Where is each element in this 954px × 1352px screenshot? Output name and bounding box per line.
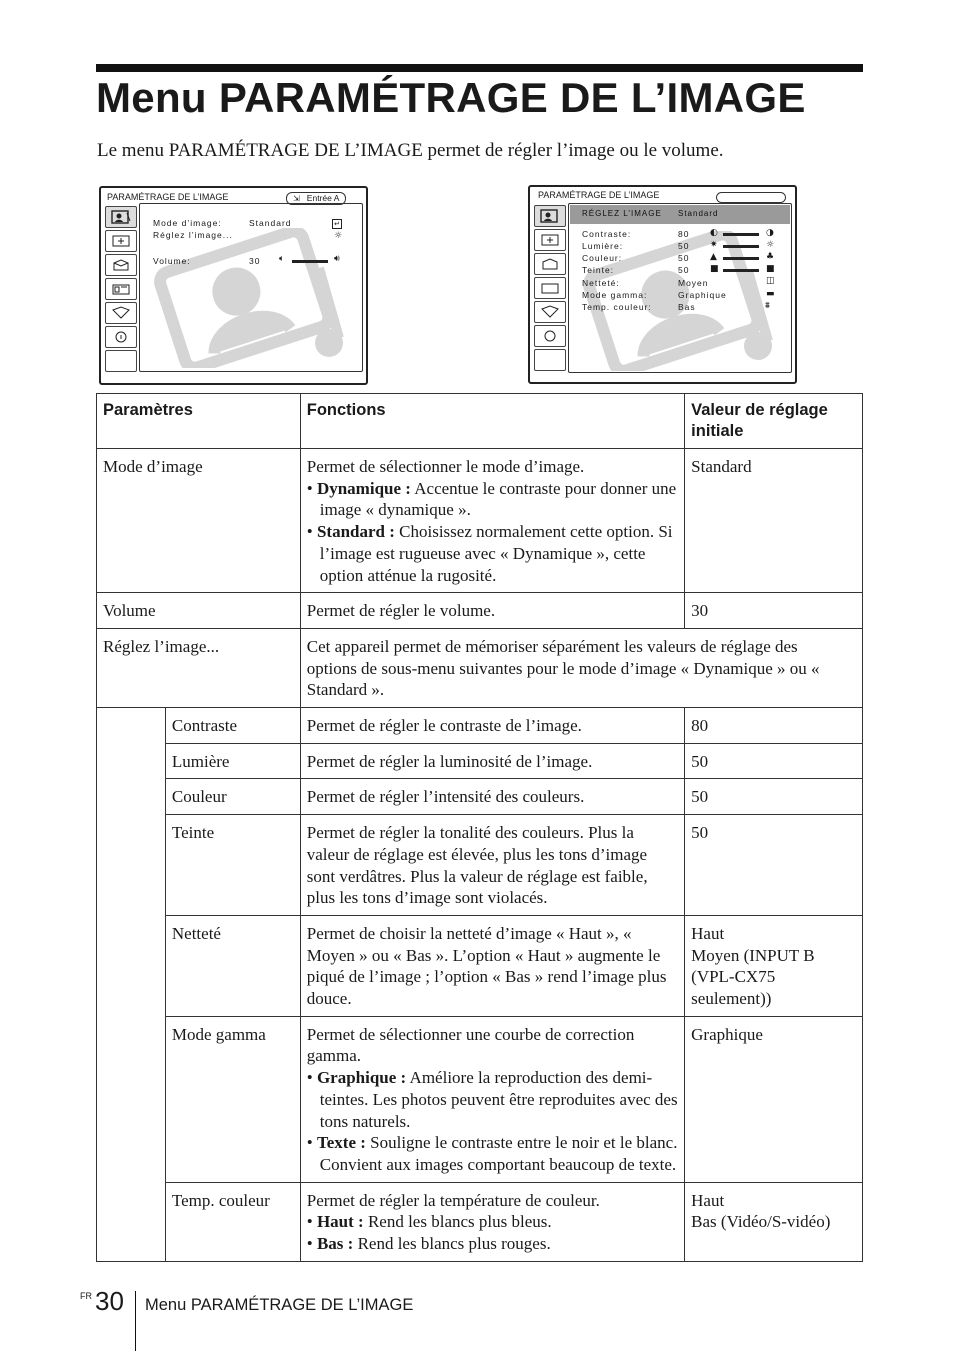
blank-menu-slot bbox=[105, 350, 137, 372]
table-row bbox=[97, 593, 863, 629]
value-cell: 30 bbox=[685, 593, 863, 629]
page-title: Menu PARAMÉTRAGE DE L’IMAGE bbox=[96, 74, 806, 121]
picture-menu-icon[interactable] bbox=[105, 206, 137, 228]
function-intro: Permet de régler la température de couleur. bbox=[306, 1190, 600, 1210]
function-cell bbox=[300, 449, 684, 593]
bullet-item: • Haut : Rend les blancs plus bleus. bbox=[306, 1212, 552, 1232]
volume-slider[interactable] bbox=[292, 260, 328, 263]
bullet-item: • Standard : Choisissez normalement cette option. Si l’image est rugueuse avec « Dynamique », cette option atténue la rugosité. bbox=[306, 522, 673, 585]
lumiere-value: 50 bbox=[678, 241, 690, 251]
input-menu-icon[interactable] bbox=[105, 230, 137, 252]
color-low-icon: ▲ bbox=[710, 252, 717, 262]
input-icon: ⇲ bbox=[293, 194, 300, 203]
bullet-term: Standard : bbox=[316, 522, 395, 542]
menu-setting-icon[interactable] bbox=[105, 302, 137, 324]
bullet-item: • Bas : Rend les blancs plus rouges. bbox=[306, 1234, 551, 1254]
brightness-low-icon: ✷ bbox=[710, 240, 718, 250]
picture-menu-icon[interactable] bbox=[534, 205, 566, 227]
function-cell: Permet de régler la luminosité de l’image. bbox=[300, 743, 684, 779]
table-row bbox=[97, 1182, 863, 1261]
function-cell: Permet de régler le volume. bbox=[300, 593, 684, 629]
input-menu-icon[interactable] bbox=[534, 229, 566, 251]
screen-header: PARAMÉTRAGE DE L’IMAGE bbox=[538, 190, 660, 200]
indent-cell bbox=[97, 915, 166, 1016]
temp-couleur-value[interactable]: Bas bbox=[678, 302, 696, 312]
volume-value: 30 bbox=[249, 256, 261, 266]
title-rule bbox=[96, 64, 863, 72]
bullet-term: Haut : bbox=[316, 1212, 364, 1232]
param-cell: Temp. couleur bbox=[165, 1182, 300, 1261]
bullet-term: Bas : bbox=[316, 1234, 354, 1254]
param-cell: Mode gamma bbox=[165, 1016, 300, 1182]
bullet-item: • Texte : Souligne le contraste entre le noir et le blanc. Convient aux images comportant beaucoup de texte. bbox=[306, 1133, 678, 1174]
gamma-label: Mode gamma: bbox=[582, 290, 648, 300]
table-row bbox=[97, 449, 863, 593]
sharpness-icon: ◫ bbox=[766, 276, 775, 286]
function-intro: Permet de sélectionner le mode d’image. bbox=[306, 457, 585, 476]
param-cell: Réglez l’image... bbox=[97, 628, 301, 707]
hue-high-icon: ■ bbox=[766, 264, 775, 274]
function-intro: Permet de sélectionner une courbe de correction gamma. bbox=[306, 1024, 635, 1066]
table-row bbox=[97, 915, 863, 1016]
install-menu-icon[interactable] bbox=[534, 277, 566, 299]
value-line: Moyen (INPUT B (VPL-CX75 seulement)) bbox=[691, 945, 815, 1009]
param-cell: Teinte bbox=[165, 815, 300, 916]
value-cell: Standard bbox=[685, 449, 863, 593]
table-row bbox=[97, 815, 863, 916]
table-row bbox=[97, 708, 863, 744]
table-header-row bbox=[97, 394, 863, 449]
bullet-item: • Dynamique : Accentue le contraste pour donner une image « dynamique ». bbox=[306, 478, 677, 520]
menu-screen-submenu bbox=[528, 185, 797, 384]
bullet-text: Rend les blancs plus rouges. bbox=[353, 1234, 551, 1254]
value-cell: 80 bbox=[685, 708, 863, 744]
value-line: Haut bbox=[691, 1190, 725, 1210]
param-cell: Mode d’image bbox=[97, 449, 301, 593]
couleur-slider[interactable] bbox=[723, 257, 759, 260]
picture-watermark-icon bbox=[149, 228, 361, 368]
menu-screen-main bbox=[99, 186, 368, 385]
bullet-text: Accentue le contraste pour donner une image « dynamique ». bbox=[319, 478, 677, 520]
speaker-high-icon: 🔊︎ bbox=[334, 254, 340, 264]
function-cell: Permet de régler l’intensité des couleurs. bbox=[300, 779, 684, 815]
param-cell: Contraste bbox=[165, 708, 300, 744]
hue-low-icon: ■ bbox=[710, 264, 719, 274]
input-label: Entrée A bbox=[306, 193, 340, 203]
function-cell: Permet de régler le contraste de l’image. bbox=[300, 708, 684, 744]
gamma-icon: ▬ bbox=[766, 289, 775, 299]
info-menu-icon[interactable] bbox=[105, 326, 137, 348]
value-line: Haut bbox=[691, 923, 725, 943]
lumiere-label: Lumière: bbox=[582, 241, 624, 251]
lumiere-slider[interactable] bbox=[723, 245, 759, 248]
volume-label: Volume: bbox=[153, 256, 191, 266]
header-fonctions: Fonctions bbox=[300, 394, 684, 449]
color-high-icon: ♣ bbox=[766, 252, 775, 262]
contrast-high-icon: ◑ bbox=[766, 228, 774, 238]
language-tag: FR bbox=[80, 1291, 92, 1301]
value-cell bbox=[685, 1182, 863, 1261]
submenu-title: RÉGLEZ L’IMAGE bbox=[582, 209, 662, 218]
blank-menu-slot bbox=[534, 349, 566, 371]
bullet-term: Texte : bbox=[316, 1133, 366, 1153]
input-indicator-empty bbox=[716, 192, 786, 203]
table-row bbox=[97, 779, 863, 815]
nettete-label: Netteté: bbox=[582, 278, 620, 288]
install-menu-icon[interactable] bbox=[105, 278, 137, 300]
value-cell: Graphique bbox=[685, 1016, 863, 1182]
param-cell: Volume bbox=[97, 593, 301, 629]
header-parametres: Paramètres bbox=[97, 394, 301, 449]
contrast-low-icon: ◐ bbox=[710, 228, 718, 238]
bullet-term: Graphique : bbox=[316, 1068, 407, 1088]
value-cell: 50 bbox=[685, 743, 863, 779]
menu-setting-icon[interactable] bbox=[534, 301, 566, 323]
teinte-slider[interactable] bbox=[723, 269, 759, 272]
contraste-slider[interactable] bbox=[723, 233, 759, 236]
speaker-low-icon: 🔈︎ bbox=[279, 254, 285, 264]
indent-cell bbox=[97, 779, 166, 815]
picture-watermark-icon bbox=[578, 228, 790, 371]
footer-section-title: Menu PARAMÉTRAGE DE L’IMAGE bbox=[145, 1296, 414, 1314]
adjust-icon: ☼ bbox=[334, 231, 343, 241]
bullet-text: Choisissez normalement cette option. Si l’image est rugueuse avec « Dynamique », cette option atténue la rugosité. bbox=[319, 522, 673, 585]
indent-cell bbox=[97, 1016, 166, 1182]
info-menu-icon[interactable] bbox=[534, 325, 566, 347]
table-row bbox=[97, 628, 863, 707]
setting-menu-icon[interactable] bbox=[105, 254, 137, 276]
bullet-text: Améliore la reproduction des demi-teintes. Les photos peuvent être reproduites avec des tons naturels. bbox=[319, 1068, 678, 1131]
temp-couleur-label: Temp. couleur: bbox=[582, 302, 652, 312]
indent-cell bbox=[97, 815, 166, 916]
contraste-label: Contraste: bbox=[582, 229, 632, 239]
couleur-value: 50 bbox=[678, 253, 690, 263]
function-cell: Permet de choisir la netteté d’image « Haut », « Moyen » ou « Bas ». L’option « Haut » augmente le piqué de l’image ; l’option « Bas » rend l’image plus douce. bbox=[300, 915, 684, 1016]
function-cell: Permet de régler la tonalité des couleurs. Plus la valeur de réglage est élevée, plus les tons d’image sont verdâtres. Plus la valeur de réglage est faible, plus les tons d’image sont violacés. bbox=[300, 815, 684, 916]
parameters-table bbox=[96, 393, 863, 1262]
mode-image-value[interactable]: Standard bbox=[249, 218, 292, 228]
bullet-text: Rend les blancs plus bleus. bbox=[363, 1212, 552, 1232]
table-row bbox=[97, 743, 863, 779]
param-cell: Couleur bbox=[165, 779, 300, 815]
teinte-label: Teinte: bbox=[582, 265, 615, 275]
indent-cell bbox=[97, 708, 166, 744]
setting-menu-icon[interactable] bbox=[534, 253, 566, 275]
bullet-text: Souligne le contraste entre le noir et le blanc. Convient aux images comportant beaucoup de texte. bbox=[319, 1133, 678, 1174]
teinte-value: 50 bbox=[678, 265, 690, 275]
gamma-value[interactable]: Graphique bbox=[678, 290, 727, 300]
indent-cell bbox=[97, 743, 166, 779]
mode-enter-icon: ↵ bbox=[332, 219, 342, 229]
function-cell bbox=[300, 1016, 684, 1182]
function-cell bbox=[300, 1182, 684, 1261]
header-valeur: Valeur de réglage initiale bbox=[685, 394, 863, 449]
footer-divider bbox=[135, 1291, 136, 1351]
value-line: Bas (Vidéo/S-vidéo) bbox=[691, 1212, 831, 1232]
brightness-high-icon: ☼ bbox=[766, 240, 775, 250]
bullet-term: Dynamique : bbox=[316, 478, 411, 498]
reglez-image-label[interactable]: Réglez l’image... bbox=[153, 230, 233, 240]
page-number: 30 bbox=[95, 1286, 124, 1316]
couleur-label: Couleur: bbox=[582, 253, 623, 263]
param-cell: Lumière bbox=[165, 743, 300, 779]
bullet-item: • Graphique : Améliore la reproduction des demi-teintes. Les photos peuvent être reproduites avec des tons naturels. bbox=[306, 1068, 678, 1131]
submenu-mode: Standard bbox=[678, 209, 719, 218]
nettete-value[interactable]: Moyen bbox=[678, 278, 709, 288]
function-cell: Cet appareil permet de mémoriser séparément les valeurs de réglage des options de sous-menu suivantes pour le mode d’image « Dynamique » ou « Standard ». bbox=[300, 628, 862, 707]
table-row bbox=[97, 1016, 863, 1182]
mode-image-label: Mode d’image: bbox=[153, 218, 222, 228]
param-cell: Netteté bbox=[165, 915, 300, 1016]
color-temp-icon: ⩩ bbox=[765, 301, 770, 311]
contraste-value: 80 bbox=[678, 229, 690, 239]
value-cell: 50 bbox=[685, 815, 863, 916]
value-cell bbox=[685, 915, 863, 1016]
screen-header: PARAMÉTRAGE DE L’IMAGE bbox=[107, 192, 229, 202]
indent-cell bbox=[97, 1182, 166, 1261]
intro-text: Le menu PARAMÉTRAGE DE L’IMAGE permet de régler l’image ou le volume. bbox=[97, 140, 724, 161]
value-cell: 50 bbox=[685, 779, 863, 815]
